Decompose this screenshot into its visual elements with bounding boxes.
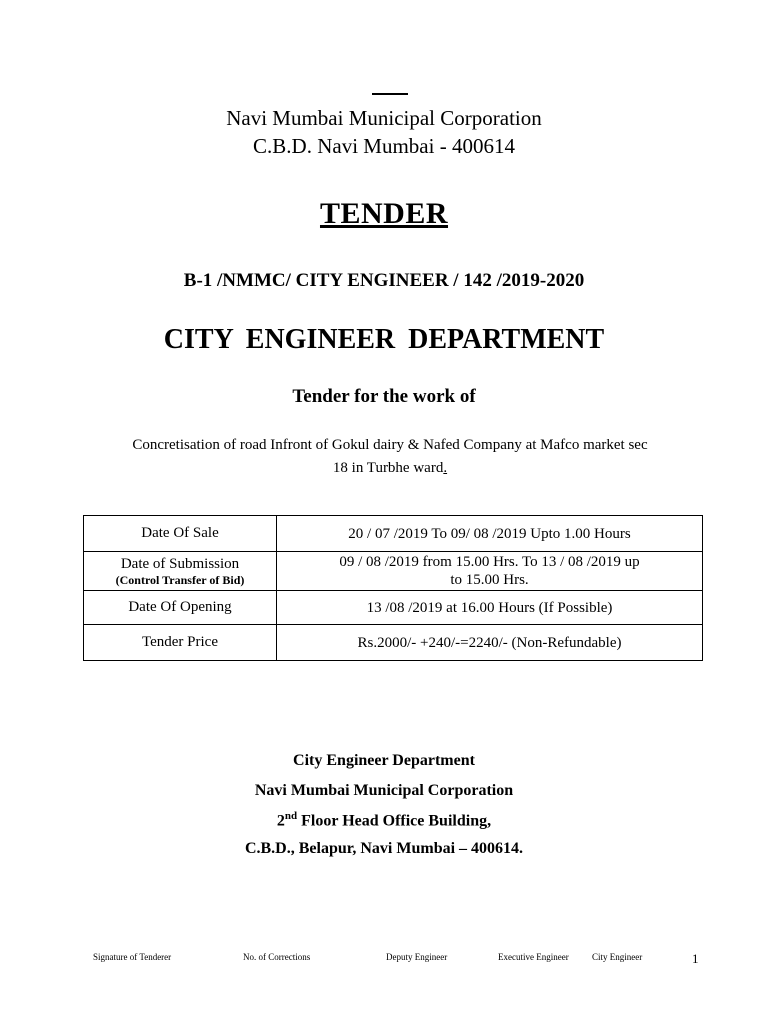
footer-executive-engineer: Executive Engineer bbox=[498, 952, 569, 962]
table-row bbox=[84, 516, 703, 552]
org-address: C.B.D. Navi Mumbai - 400614 bbox=[253, 134, 515, 158]
row-value-continued: to 15.00 Hrs. bbox=[450, 572, 529, 588]
tender-reference: B-1 /NMMC/ CITY ENGINEER / 142 /2019-2020 bbox=[183, 270, 585, 291]
table-row bbox=[84, 625, 703, 661]
row-label: Tender Price bbox=[142, 634, 218, 650]
page-number: 1 bbox=[692, 951, 699, 966]
table-cell-value bbox=[277, 516, 703, 552]
footer-deputy-engineer: Deputy Engineer bbox=[386, 952, 448, 962]
table-cell-value bbox=[277, 552, 703, 591]
row-value: 09 / 08 /2019 from 15.00 Hrs. To 13 / 08 /2019 up bbox=[339, 554, 640, 570]
address-line-organization: Navi Mumbai Municipal Corporation bbox=[254, 782, 514, 799]
footer-no-of-corrections: No. of Corrections bbox=[243, 952, 311, 962]
row-sub-label: (Control Transfer of Bid) bbox=[115, 572, 245, 587]
table-row bbox=[84, 552, 703, 591]
table-cell-label bbox=[84, 516, 277, 552]
row-label: Date of Submission bbox=[120, 555, 240, 572]
footer-signature-tenderer: Signature of Tenderer bbox=[93, 952, 172, 962]
work-description-line2: 18 in Turbhe ward bbox=[332, 460, 444, 476]
work-description bbox=[80, 434, 700, 480]
row-label: Date Of Opening bbox=[128, 599, 232, 615]
department-title: CITY ENGINEER DEPARTMENT bbox=[163, 324, 605, 355]
address-line-department: City Engineer Department bbox=[293, 752, 475, 769]
table-cell-value bbox=[277, 625, 703, 661]
floor-suffix: nd bbox=[284, 810, 298, 822]
table-cell-label bbox=[84, 591, 277, 625]
work-heading: Tender for the work of bbox=[292, 386, 476, 407]
row-value: 20 / 07 /2019 To 09/ 08 /2019 Upto 1.00 Hours bbox=[348, 525, 631, 542]
row-value: Rs.2000/- +240/-=2240/- (Non-Refundable) bbox=[357, 634, 622, 651]
work-description-end-mark: . bbox=[443, 460, 448, 476]
top-rule bbox=[372, 93, 408, 95]
table-cell-value bbox=[277, 591, 703, 625]
address-line-building bbox=[0, 810, 768, 830]
table-row bbox=[84, 591, 703, 625]
work-description-line1: Concretisation of road Infront of Gokul dairy & Nafed Company at Mafco market sec bbox=[132, 437, 648, 453]
row-value: 13 /08 /2019 at 16.00 Hours (If Possible) bbox=[366, 599, 613, 616]
table-cell-label bbox=[84, 625, 277, 661]
footer-city-engineer: City Engineer bbox=[592, 952, 643, 962]
tender-title: TENDER bbox=[319, 197, 449, 230]
tender-details-table bbox=[83, 515, 703, 661]
row-label: Date Of Sale bbox=[141, 525, 219, 541]
floor-rest: Floor Head Office Building, bbox=[297, 812, 492, 830]
floor-number: 2 bbox=[276, 812, 285, 830]
address-line-city: C.B.D., Belapur, Navi Mumbai – 400614. bbox=[244, 840, 524, 857]
table-cell-label bbox=[84, 552, 277, 591]
org-name: Navi Mumbai Municipal Corporation bbox=[226, 106, 542, 130]
